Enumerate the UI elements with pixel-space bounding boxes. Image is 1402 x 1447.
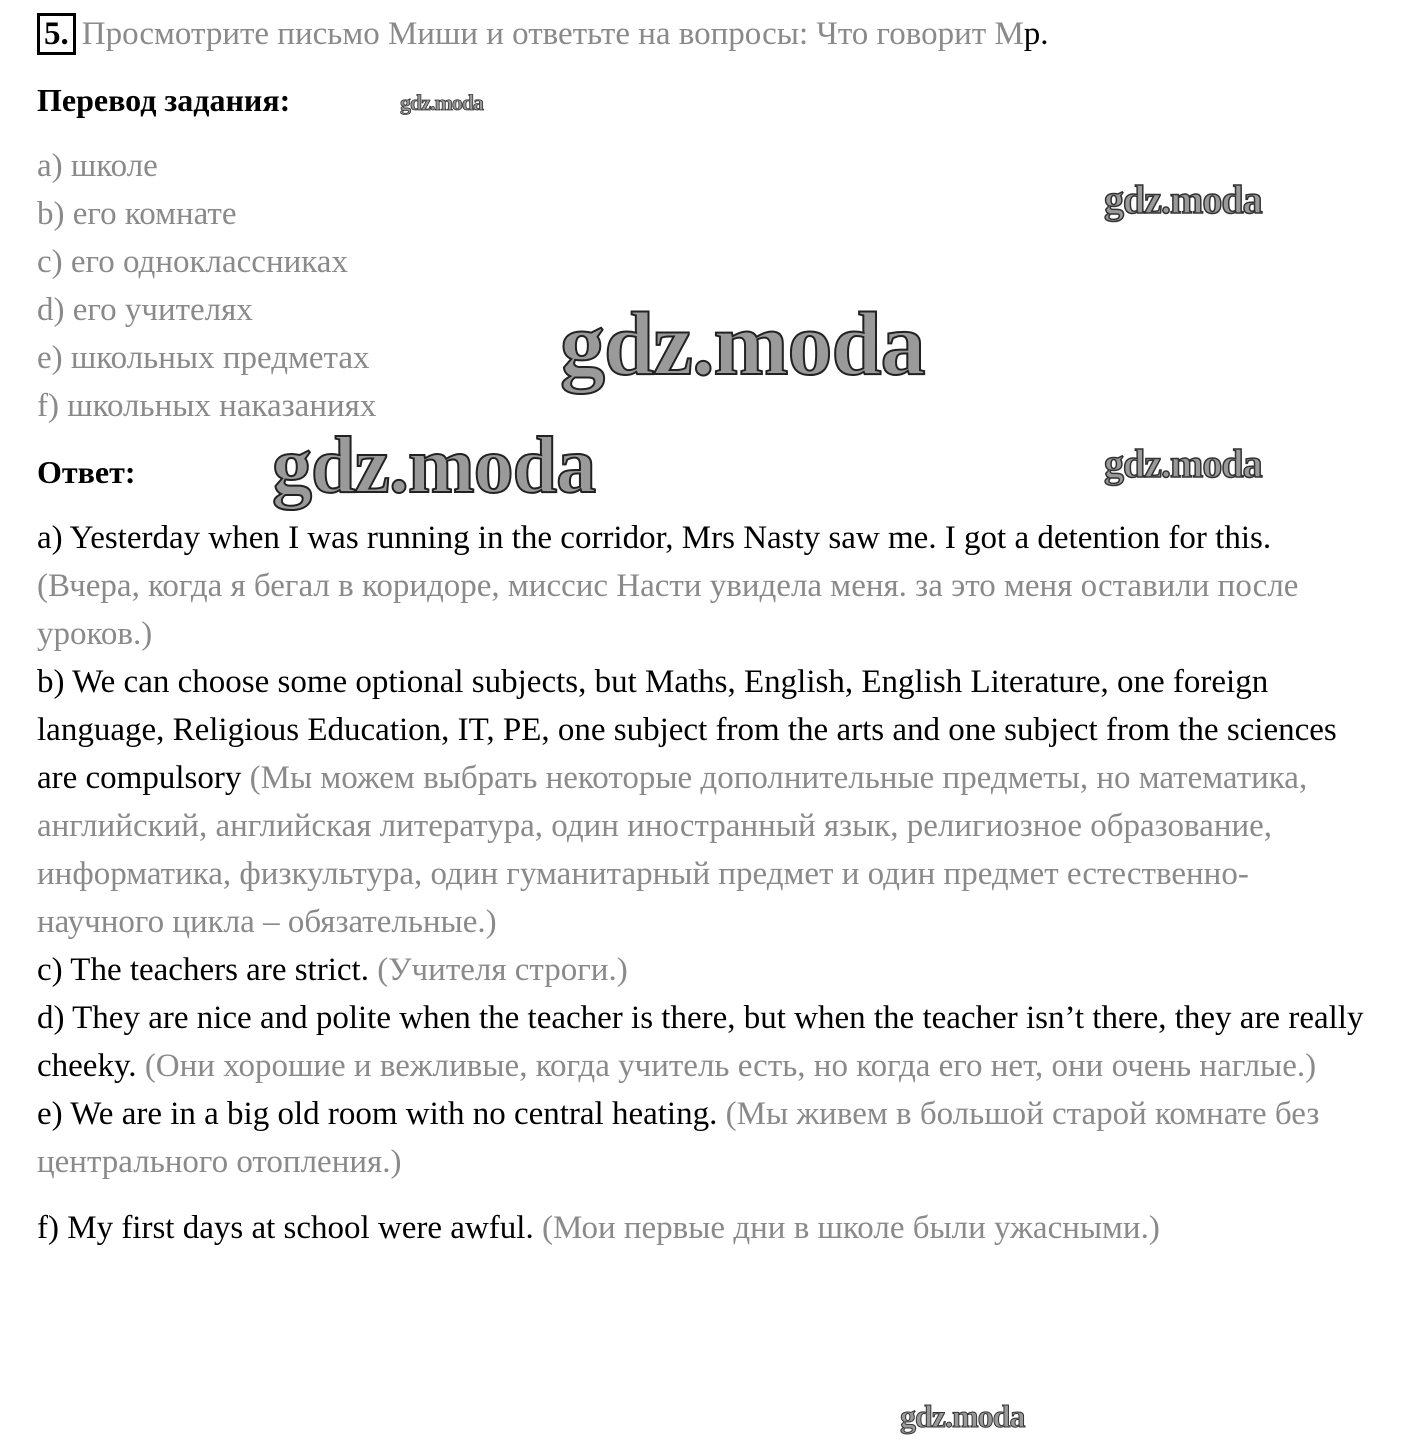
answer-item-e — [37, 1090, 1367, 1186]
answer-ru: (Вчера, когда я бегал в коридоре, миссис Насти увидела меня. за это меня оставили после уроков.) — [37, 568, 1299, 652]
answer-ru: (Мои первые дни в школе были ужасными.) — [541, 1210, 1160, 1246]
translation-item: a) школе — [37, 148, 158, 184]
answer-ru: (Мы живем в большой старой комнате без центрального отопления.) — [37, 1096, 1320, 1180]
answer-item-b — [37, 658, 1367, 946]
task-title — [37, 12, 1049, 56]
task-text: Просмотрите письмо Миши и ответьте на вопросы: Что говорит М — [81, 16, 1024, 52]
translation-item: d) его учителях — [37, 292, 253, 328]
answer-ru: (Они хорошие и вежливые, когда учитель есть, но когда его нет, они очень наглые.) — [144, 1048, 1317, 1084]
task-number: 5. — [37, 13, 76, 55]
answer-en: c) The teachers are strict. — [37, 952, 369, 988]
translation-item: b) его комнате — [37, 196, 237, 232]
answer-list — [37, 514, 1367, 1252]
translation-heading: Перевод задания: — [37, 82, 291, 118]
answer-item-c — [37, 946, 1367, 994]
translation-item: c) его одноклассниках — [37, 244, 348, 280]
answer-en: b) We can choose some optional subjects, but Maths, English, English Literature, one foreign language, Religious Education, IT, PE, one subject from the arts and one subject from the sciences are compulsory — [37, 664, 1337, 796]
watermark-logo: gdz.moda — [900, 1398, 1025, 1434]
answer-item-a — [37, 514, 1367, 658]
watermark-logo: gdz.moda — [1104, 441, 1262, 486]
answer-heading: Ответ: — [37, 454, 136, 490]
task-overlay-fragment: р. — [1023, 16, 1049, 52]
answer-en: f) My first days at school were awful. — [37, 1210, 534, 1246]
answer-item-d — [37, 994, 1367, 1090]
answer-item-f — [37, 1204, 1367, 1252]
answer-en: d) They are nice and polite when the teacher is there, but when the teacher isn’t there, they are really cheeky. — [37, 1000, 1364, 1084]
answer-en: e) We are in a big old room with no central heating. — [37, 1096, 718, 1132]
answer-en: a) Yesterday when I was running in the corridor, Mrs Nasty saw me. I got a detention for this. — [37, 520, 1272, 556]
watermark-logo: gdz.moda — [272, 422, 596, 510]
watermark-logo: gdz.moda — [560, 295, 925, 394]
watermark-logo: gdz.moda — [1104, 177, 1262, 222]
answer-ru: (Мы можем выбрать некоторые дополнительные предметы, но математика, английский, английская литература, один иностранный язык, религиозное образование, информатика, физкультура, один гуманитарный предмет и один предмет естественно-научного цикла – обязательные.) — [37, 760, 1308, 940]
watermark-logo: gdz.moda — [400, 90, 484, 115]
answer-ru: (Учителя строги.) — [377, 952, 628, 988]
translation-item: f) школьных наказаниях — [37, 388, 377, 424]
translation-item: e) школьных предметах — [37, 340, 370, 376]
